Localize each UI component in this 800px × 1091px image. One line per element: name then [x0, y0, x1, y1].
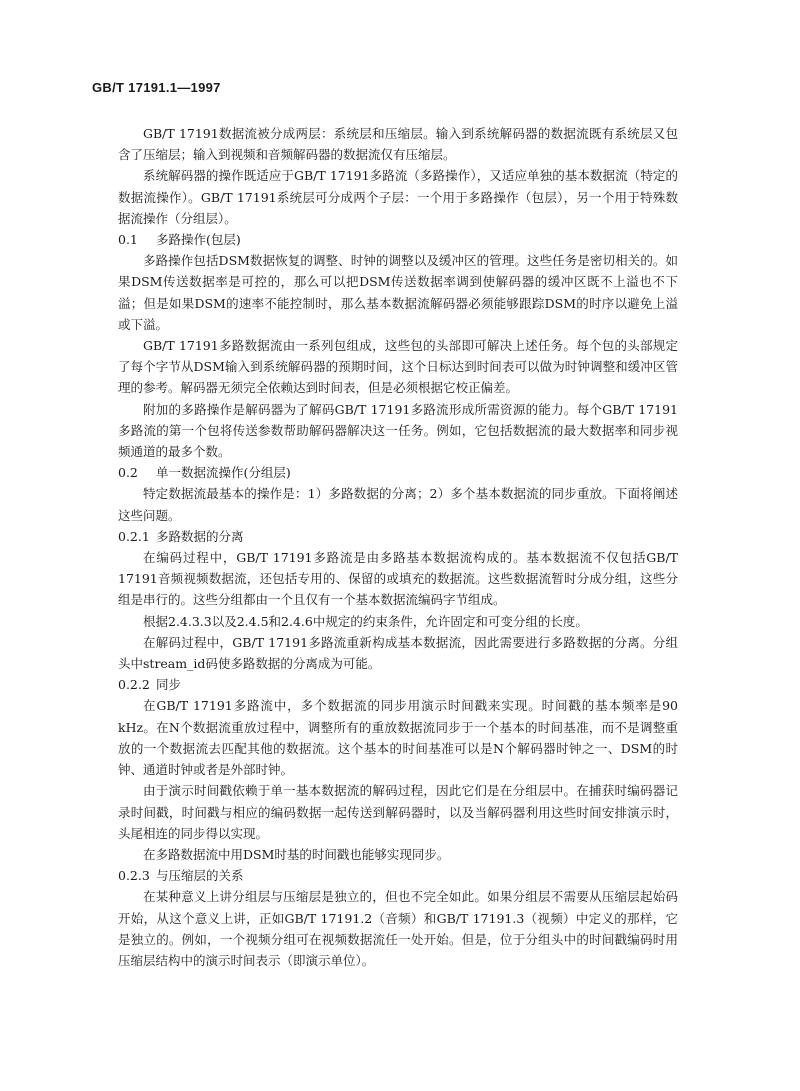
section-heading-0-2: [118, 462, 678, 483]
section-number: 0.2: [118, 465, 138, 481]
section-heading-0-2-1: [118, 526, 678, 547]
paragraph: 多路操作包括DSM数据恢复的调整、时钟的调整以及缓冲区的管理。这些任务是密切相关的。如果DSM传送数据率是可控的，那么可以把DSM传送数据率调到使解码器的缓冲区既不上溢也不下溢；但是如果DSM的速率不能控制时，那么基本数据流解码器必须能够跟踪DSM的时序以避免上溢或下溢。: [118, 253, 678, 332]
paragraph: 根据2.4.3.3以及2.4.5和2.4.6中规定的约束条件，允许固定和可变分组的长度。: [143, 613, 588, 629]
paragraph: 在编码过程中，GB/T 17191多路流是由多路基本数据流构成的。基本数据流不仅包括GB/T 17191音频视频数据流，还包括专用的、保留的或填充的数据流。这些数据流暂时分成分组，这些分组是串行的。这些分组都由一个且仅有一个基本数据流编码字节组成。: [118, 550, 678, 608]
section-heading-0-1: [118, 229, 678, 250]
intro-paragraph-2: 系统解码器的操作既适应于GB/T 17191多路流（多路操作），又适应单独的基本数据流（特定的数据流操作）。GB/T 17191系统层可分成两个子层：一个用于多路操作（包层），另一个用于特殊数据流操作（分组层）。: [118, 168, 678, 226]
section-number: 0.2.2: [118, 677, 150, 693]
paragraph: GB/T 17191多路数据流由一系列包组成，这些包的头部即可解决上述任务。每个包的头部规定了每个字节从DSM输入到系统解码器的预期时间，这个日标达到时间表可以做为时钟调整和缓冲区管理的参考。解码器无须完全依赖达到时间表，但是必须根据它校正偏差。: [118, 338, 678, 396]
standard-number-header: GB/T 17191.1—1997: [92, 80, 221, 95]
section-number: 0.2.1: [118, 528, 150, 544]
paragraph: 在某种意义上讲分组层与压缩层是独立的，但也不完全如此。如果分组层不需要从压缩层起始码开始，从这个意义上讲，正如GB/T 17191.2（音频）和GB/T 17191.3（视频）中定义的那样，它是独立的。例如，一个视频分组可在视频数据流任一处开始。但是，位于分组头中的时间戳编码时用压缩层结构中的演示时间表示（即演示单位）。: [118, 889, 678, 968]
intro-paragraph-1: GB/T 17191数据流被分成两层：系统层和压缩层。输入到系统解码器的数据流既有系统层又包含了压缩层；输入到视频和音频解码器的数据流仅有压缩层。: [118, 126, 678, 163]
section-title: 与压缩层的关系: [156, 868, 244, 884]
paragraph: 附加的多路操作是解码器为了解码GB/T 17191多路流形成所需资源的能力。每个GB/T 17191多路流的第一个包将传送参数帮助解码器解决这一任务。例如，它包括数据流的最大数据率和同步视频通道的最多个数。: [118, 401, 678, 460]
paragraph: 特定数据流最基本的操作是：1）多路数据的分离；2）多个基本数据流的同步重放。下面将阐述这些问题。: [118, 486, 678, 523]
section-heading-0-2-2: [118, 674, 678, 695]
section-heading-0-2-3: [118, 865, 678, 886]
document-body: [118, 123, 678, 971]
section-number: 0.2.3: [118, 868, 150, 884]
section-title: 多路数据的分离: [156, 528, 244, 544]
paragraph: 在多路数据流中用DSM时基的时间戳也能够实现同步。: [143, 846, 450, 862]
section-number: 0.1: [118, 232, 138, 248]
section-title: 同步: [156, 677, 182, 693]
paragraph: 在解码过程中，GB/T 17191多路流重新构成基本数据流，因此需要进行多路数据的分离。分组头中stream_id码使多路数据的分离成为可能。: [118, 634, 678, 672]
section-title: 单一数据流操作(分组层): [156, 465, 291, 481]
section-title: 多路操作(包层): [156, 232, 241, 248]
paragraph: 在GB/T 17191多路流中，多个数据流的同步用演示时间戳来实现。时间戳的基本频率是90 kHz。在N个数据流重放过程中，调整所有的重放数据流同步于一个基本的时间基准，而不是调整重放的一个数据流去匹配其他的数据流。这个基本的时间基准可以是N个解码器时钟之一、DSM的时钟、通道时钟或者是外部时钟。: [118, 698, 678, 778]
paragraph: 由于演示时间戳依赖于单一基本数据流的解码过程，因此它们是在分组层中。在捕获时编码器记录时间戳，时间戳与相应的编码数据一起传送到解码器时，以及当解码器利用这些时间安排演示时，头尾相连的同步得以实现。: [118, 783, 678, 841]
